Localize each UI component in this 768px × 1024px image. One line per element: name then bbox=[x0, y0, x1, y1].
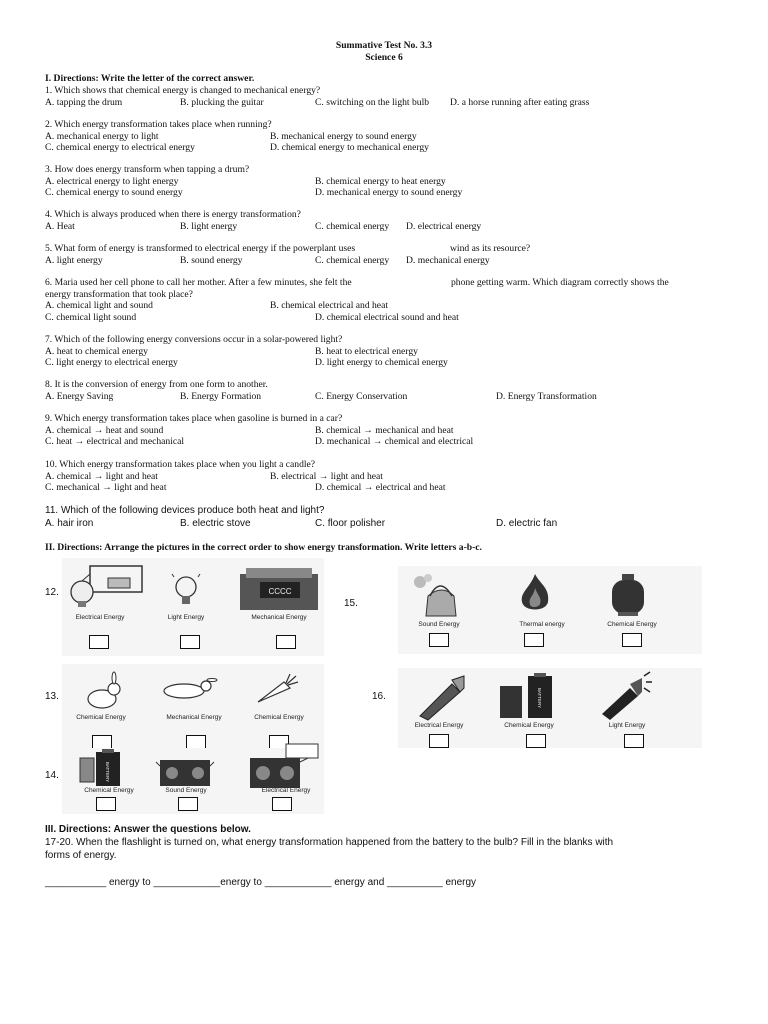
generator-label: CCCC bbox=[268, 587, 292, 596]
question-text: 8. It is the conversion of energy from one form to another. bbox=[45, 379, 268, 390]
item-12-answer-b[interactable] bbox=[180, 635, 200, 649]
choice-c: C. mechanical → light and heat bbox=[45, 482, 167, 493]
item-14-answer-c[interactable] bbox=[272, 797, 292, 811]
choice-c: C. chemical energy to electrical energy bbox=[45, 142, 195, 153]
test-title: Summative Test No. 3.3 bbox=[335, 40, 433, 51]
item-14-answer-b[interactable] bbox=[178, 797, 198, 811]
generator-image bbox=[240, 566, 318, 610]
choice-b: B. mechanical energy to sound energy bbox=[270, 130, 417, 142]
choice-a: A. light energy bbox=[45, 254, 103, 266]
blank-4[interactable]: __________ bbox=[387, 877, 443, 888]
flashlight-off-icon bbox=[416, 674, 466, 720]
choice-d: D. a horse running after eating grass bbox=[450, 96, 590, 108]
item-number: 16. bbox=[372, 691, 386, 702]
question-3 bbox=[45, 164, 725, 199]
question-7 bbox=[45, 334, 725, 369]
item-13-answer-b[interactable] bbox=[186, 735, 206, 749]
item-15-answer-b[interactable] bbox=[524, 633, 544, 647]
blank-2[interactable]: ____________ bbox=[153, 877, 221, 888]
gas-tank-icon bbox=[608, 574, 648, 616]
question-8 bbox=[45, 379, 725, 402]
choice-d: D. electrical energy bbox=[406, 220, 482, 232]
fill-text-4: energy bbox=[442, 877, 477, 888]
question-text: 11. Which of the following devices produce both heat and light? bbox=[45, 505, 325, 516]
choice-c: C. Energy Conservation bbox=[315, 390, 408, 402]
question-text: 9. Which energy transformation takes place when gasoline is burned in a car? bbox=[45, 413, 343, 424]
item-13-answer-a[interactable] bbox=[92, 735, 112, 749]
item-12-label-b: Light Energy bbox=[167, 614, 205, 621]
part2-directions: II. Directions: Arrange the pictures in the correct order to show energy transformation. Write letters a-b-c. bbox=[45, 542, 482, 553]
question-text: 2. Which energy transformation takes place when running? bbox=[45, 119, 272, 130]
item-number: 14. bbox=[45, 770, 59, 781]
question-9 bbox=[45, 413, 725, 448]
part3-question-line2: forms of energy. bbox=[45, 850, 117, 861]
item-14-label-c: Electrical Energy bbox=[261, 787, 311, 794]
rabbit-eating-icon bbox=[84, 673, 124, 711]
choice-c: C. switching on the light bulb bbox=[315, 96, 430, 108]
question-text-cont: wind as its resource? bbox=[450, 243, 531, 254]
test-subject: Science 6 bbox=[365, 52, 403, 63]
choice-b: B. chemical electrical and heat bbox=[270, 300, 388, 311]
item-12-answer-c[interactable] bbox=[276, 635, 296, 649]
choice-d: D. mechanical energy to sound energy bbox=[315, 187, 463, 198]
question-text: 7. Which of the following energy conversions occur in a solar-powered light? bbox=[45, 334, 343, 345]
choice-b: B. light energy bbox=[180, 220, 238, 232]
item-13-label-c: Chemical Energy bbox=[254, 714, 304, 721]
part1-directions: I. Directions: Write the letter of the correct answer. bbox=[45, 73, 255, 84]
item-16-answer-b[interactable] bbox=[526, 734, 546, 748]
choice-a: A. chemical → heat and sound bbox=[45, 424, 164, 436]
fill-text-2: energy to bbox=[220, 877, 265, 888]
choice-d: D. electric fan bbox=[496, 518, 558, 529]
question-text-cont2: energy transformation that took place? bbox=[45, 288, 193, 300]
item-number: 12. bbox=[45, 587, 59, 598]
radio-plugged-icon bbox=[250, 742, 322, 788]
choice-b: B. chemical → mechanical and heat bbox=[315, 424, 454, 436]
fire-icon bbox=[518, 574, 552, 614]
carrot-icon bbox=[254, 674, 298, 706]
part3-question-line1: 17-20. When the flashlight is turned on, what energy transformation happened from the battery to the bulb? Fill in the blanks with bbox=[45, 837, 614, 848]
item-13-label-b: Mechanical Energy bbox=[166, 714, 222, 721]
part3-directions: III. Directions: Answer the questions below. bbox=[45, 824, 251, 835]
choice-d: D. mechanical → chemical and electrical bbox=[315, 436, 474, 447]
flashlight-on-icon bbox=[600, 674, 652, 720]
choice-b: B. sound energy bbox=[180, 254, 243, 266]
rabbit-running-icon bbox=[158, 677, 218, 703]
circuit-bulb-image bbox=[68, 562, 148, 610]
choice-b: B. electric stove bbox=[180, 518, 251, 529]
item-12-label-c: Mechanical Energy bbox=[251, 614, 307, 621]
fill-text-1: energy to bbox=[106, 877, 154, 888]
question-text: 3. How does energy transform when tapping a drum? bbox=[45, 164, 250, 175]
item-16-answer-c[interactable] bbox=[624, 734, 644, 748]
item-15-label-c: Chemical Energy bbox=[607, 621, 657, 628]
item-number: 15. bbox=[344, 598, 358, 609]
choice-c: C. chemical light sound bbox=[45, 311, 137, 323]
question-1 bbox=[45, 85, 725, 108]
question-2 bbox=[45, 119, 725, 154]
choice-d: D. chemical → electrical and heat bbox=[315, 482, 446, 493]
question-10 bbox=[45, 459, 725, 494]
choice-a: A. chemical light and sound bbox=[45, 300, 153, 311]
question-5 bbox=[45, 243, 725, 266]
fill-text-3: energy and bbox=[331, 877, 388, 888]
choice-c: C. heat → electrical and mechanical bbox=[45, 436, 185, 447]
choice-b: B. chemical energy to heat energy bbox=[315, 175, 446, 187]
question-text: 4. Which is always produced when there is energy transformation? bbox=[45, 209, 301, 220]
choice-a: A. heat to chemical energy bbox=[45, 345, 148, 357]
choice-c: C. chemical energy bbox=[315, 254, 390, 266]
choice-a: A. Energy Saving bbox=[45, 390, 114, 402]
radio-speaker-icon bbox=[156, 756, 214, 788]
question-11 bbox=[45, 505, 725, 531]
choice-d: D. chemical electrical sound and heat bbox=[315, 311, 459, 323]
choice-b: B. Energy Formation bbox=[180, 390, 262, 402]
light-bulb-icon bbox=[172, 574, 200, 612]
question-text-cont: phone getting warm. Which diagram correctly shows the bbox=[451, 277, 669, 288]
choice-d: D. chemical energy to mechanical energy bbox=[270, 142, 429, 153]
battery-label: BATTERY bbox=[537, 687, 542, 709]
item-15-label-a: Sound Energy bbox=[418, 621, 460, 628]
kettle-icon bbox=[412, 574, 460, 620]
battery-label: BATTERY bbox=[105, 761, 110, 783]
blank-1[interactable]: ___________ bbox=[45, 877, 107, 888]
choice-d: D. light energy to chemical energy bbox=[315, 357, 448, 368]
item-13-label-a: Chemical Energy bbox=[76, 714, 126, 721]
choice-c: C. chemical energy bbox=[315, 220, 390, 232]
item-15-label-b: Thermal energy bbox=[519, 621, 565, 628]
choice-d: D. mechanical energy bbox=[406, 254, 490, 266]
item-16-label-a: Electrical Energy bbox=[414, 722, 464, 729]
question-4 bbox=[45, 209, 725, 232]
item-14-label-a: Chemical Energy bbox=[84, 787, 134, 794]
item-15-answer-a[interactable] bbox=[429, 633, 449, 647]
item-14-answer-a[interactable] bbox=[96, 797, 116, 811]
choice-b: B. plucking the guitar bbox=[180, 96, 264, 108]
choice-a: A. mechanical energy to light bbox=[45, 130, 159, 142]
item-number: 13. bbox=[45, 691, 59, 702]
choice-b: B. electrical → light and heat bbox=[270, 470, 383, 482]
choice-a: A. chemical → light and heat bbox=[45, 470, 158, 482]
fill-in-blanks bbox=[45, 877, 476, 889]
choice-a: A. electrical energy to light energy bbox=[45, 175, 179, 187]
question-6 bbox=[45, 277, 725, 323]
question-text: 6. Maria used her cell phone to call her mother. After a few minutes, she felt the bbox=[45, 277, 352, 288]
choice-c: C. floor polisher bbox=[315, 518, 386, 529]
item-14-label-b: Sound Energy bbox=[165, 787, 207, 794]
batteries-icon bbox=[500, 676, 554, 718]
item-16-answer-a[interactable] bbox=[429, 734, 449, 748]
question-text: 1. Which shows that chemical energy is changed to mechanical energy? bbox=[45, 85, 321, 96]
choice-d: D. Energy Transformation bbox=[496, 390, 597, 402]
item-16-label-c: Light Energy bbox=[608, 722, 646, 729]
item-16-label-b: Chemical Energy bbox=[504, 722, 554, 729]
choice-a: A. Heat bbox=[45, 220, 75, 232]
blank-3[interactable]: ____________ bbox=[264, 877, 332, 888]
question-text: 10. Which energy transformation takes place when you light a candle? bbox=[45, 459, 316, 470]
choice-b: B. heat to electrical energy bbox=[315, 345, 418, 357]
item-12-label-a: Electrical Energy bbox=[75, 614, 125, 621]
choice-c: C. light energy to electrical energy bbox=[45, 357, 178, 368]
battery-icon bbox=[80, 752, 122, 786]
item-15-answer-c[interactable] bbox=[622, 633, 642, 647]
choice-a: A. tapping the drum bbox=[45, 96, 123, 108]
item-12-answer-a[interactable] bbox=[89, 635, 109, 649]
choice-c: C. chemical energy to sound energy bbox=[45, 187, 183, 198]
question-text: 5. What form of energy is transformed to electrical energy if the powerplant uses bbox=[45, 243, 356, 254]
choice-a: A. hair iron bbox=[45, 518, 94, 529]
